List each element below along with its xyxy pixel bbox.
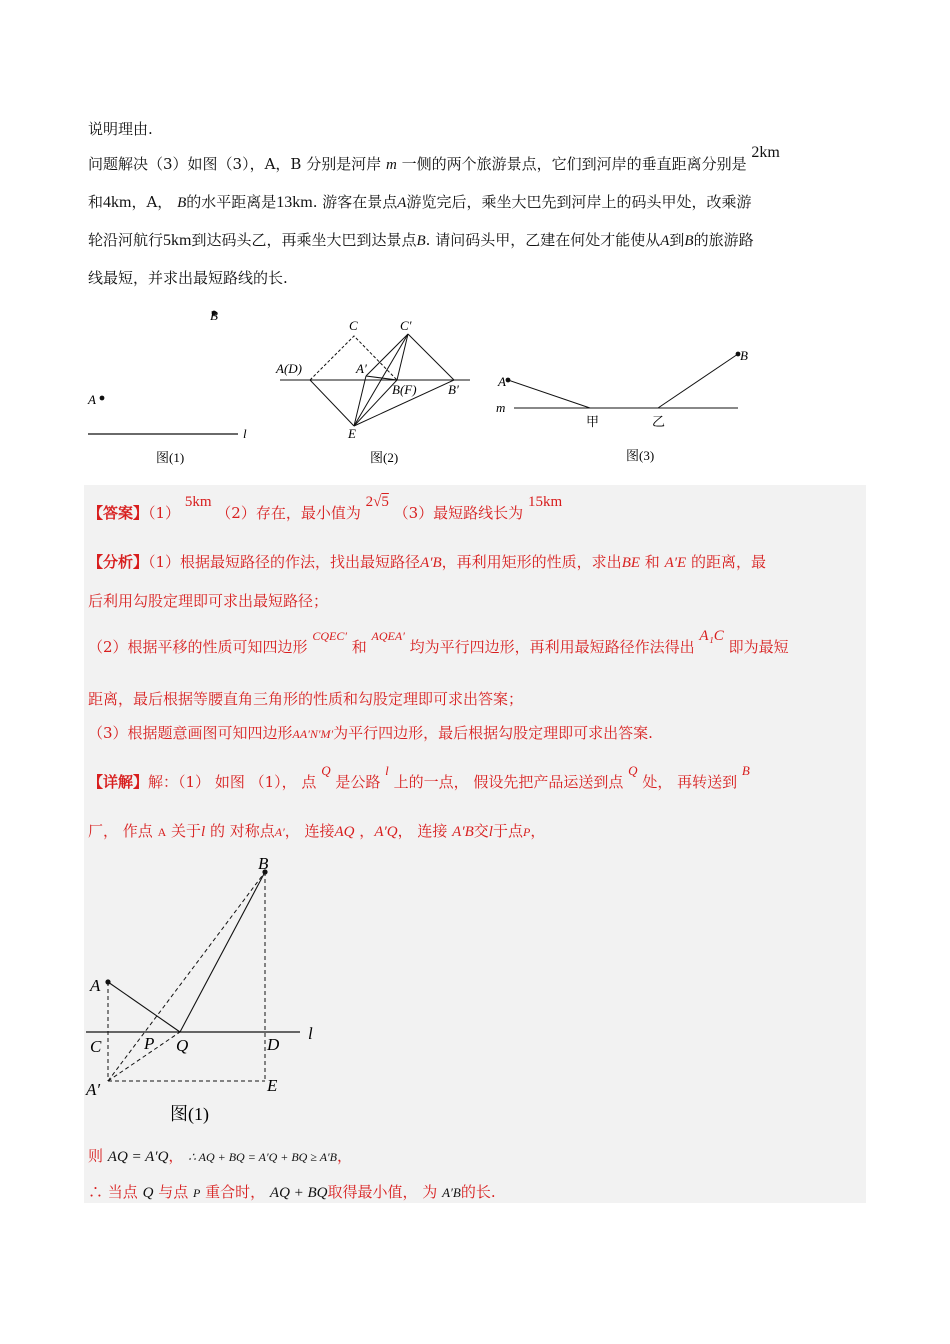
fig4-label-P: P [144, 1034, 155, 1053]
fig2-caption: 图(2) [370, 450, 399, 465]
fig2-line-AE2 [354, 376, 366, 426]
fig2-label-C: C [349, 318, 358, 333]
fig4-label-B: B [258, 855, 269, 873]
fig4-caption: 图(1) [170, 1104, 209, 1124]
fig1-label-B: B [210, 308, 218, 323]
fig4-label-E: E [267, 1076, 278, 1095]
detail-line-1: 【详解】解：（1） 如图 （1）， 点 Q 是公路 l 上的一点， 假设先把产品运送到点 Q 处， 再转送到 B [88, 763, 750, 791]
fig2-line-CB2 [397, 334, 408, 380]
answer-line: 【答案】（1） 5km （2）存在，最小值为 2√5 （3）最短路线长为 15km [88, 494, 563, 522]
fig2-line-CB [408, 334, 454, 380]
answer-value-2: 2√5 [365, 494, 389, 510]
fig4-label-A: A [90, 976, 101, 995]
fig2-label-BF: B(F) [392, 382, 417, 397]
fig2-label-Bprime: B′ [448, 382, 459, 397]
fig2-label-AD: A(D) [276, 361, 302, 376]
fig1-caption: 图(1) [156, 450, 185, 465]
fig2-label-Cprime: C′ [400, 318, 412, 333]
fig1-label-l: l [243, 426, 247, 441]
problem-line-1: 说明理由. [88, 120, 153, 138]
detail-line-2: 厂， 作点 A 关于l 的 对称点A′， 连接AQ ，A′Q， 连接 A′B交l于点P， [88, 822, 546, 840]
fig4-label-l: l [308, 1024, 313, 1043]
fig4-label-D: D [267, 1035, 280, 1054]
fig3-label-m: m [496, 400, 506, 415]
problem-line-3: 和4km，A， B的水平距离是13km. 游客在景点A游览完后，乘坐大巴先到河岸上的码头甲处，改乘游 [88, 193, 752, 211]
analysis-line-5: （3）根据题意画图可知四边形AA′N′M′为平行四边形，最后根据勾股定理即可求出答案. [88, 724, 653, 742]
detail-line-3: 则 AQ = A′Q， ∴ AQ + BQ = A′Q + BQ ≥ A′B， [88, 1147, 352, 1165]
fig4-line-AQ [108, 982, 180, 1032]
analysis-line-4: 距离，最后根据等腰直角三角形的性质和勾股定理即可求出答案； [88, 690, 524, 708]
fig3-label-yi: 乙 [652, 414, 666, 429]
problem-line-5: 线最短，并求出最短路线的长. [88, 269, 288, 287]
fig4-label-Q: Q [176, 1036, 189, 1055]
fig3-line-yi-B [658, 354, 738, 408]
figure-3 [492, 340, 752, 470]
fig3-label-B: B [740, 348, 748, 363]
fig4-point-A [105, 979, 110, 984]
figure-2 [270, 312, 480, 472]
problem-line-4: 轮沿河航行5km到达码头乙，再乘坐大巴到达景点B. 请问码头甲，乙建在何处才能使从A到B的旅游路 [88, 231, 754, 249]
fig1-point-A [100, 396, 105, 401]
fig4-line-QB [180, 872, 265, 1032]
figure-solution [84, 855, 344, 1135]
fig2-line-AE [310, 380, 354, 426]
fig2-label-E: E [348, 426, 356, 441]
detail-line-4: ∴ 当点 Q 与点 P 重合时， AQ + BQ取得最小值， 为 A′B的长. [88, 1183, 496, 1201]
fig4-label-Aprime: A′ [86, 1080, 101, 1099]
analysis-line-3: （2）根据平移的性质可知四边形 $^{CQEC'}$ 和 $^{AQEA'}$ 均为平行四边形，再利用最短路径作法得出 A₁C 即为最短 [88, 628, 789, 656]
analysis-line-2: 后利用勾股定理即可求出最短路径； [88, 592, 329, 610]
fig1-label-A: A [88, 392, 96, 407]
analysis-line-1: 【分析】（1）根据最短路径的作法，找出最短路径A′B，再利用矩形的性质，求出BE 和 A′E 的距离，最 [88, 553, 766, 571]
fig2-line-BE [354, 380, 397, 426]
figure-1 [80, 300, 260, 470]
fig3-label-A: A [498, 374, 506, 389]
fig3-label-jia: 甲 [586, 414, 600, 429]
problem-line-2: 问题解决（3）如图（3），A，B 分别是河岸 m 一侧的两个旅游景点，它们到河岸的垂直距离分别是 2km [88, 144, 780, 173]
fig2-label-Aprime: A′ [356, 361, 367, 376]
fig4-label-C: C [90, 1037, 102, 1056]
fig3-line-A-jia [508, 380, 590, 408]
fig3-caption: 图(3) [626, 448, 655, 463]
